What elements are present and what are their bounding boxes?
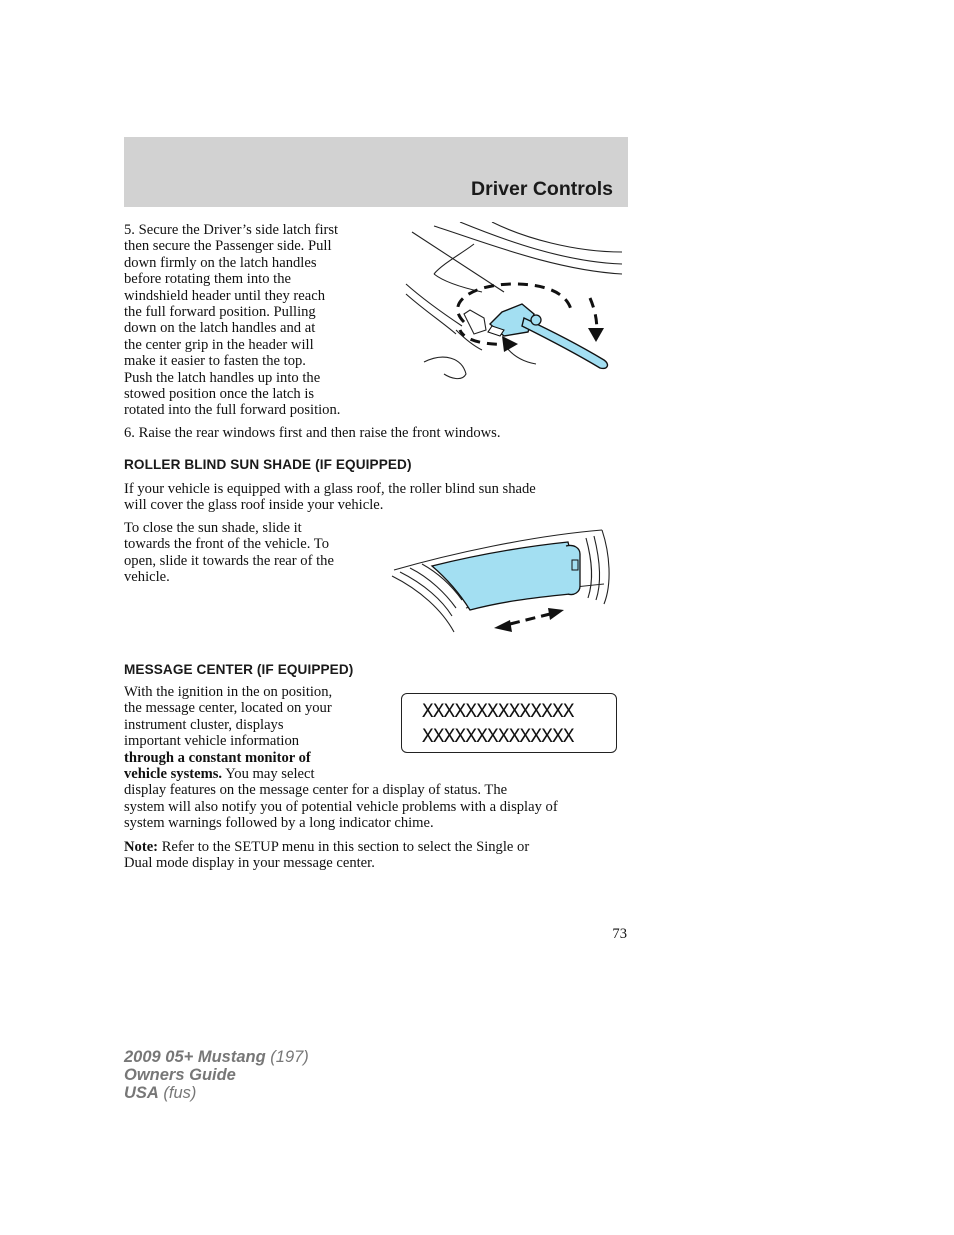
display-line-2: XXXXXXXXXXXXXX <box>422 725 574 747</box>
message-center-display <box>401 693 617 753</box>
latch-illustration <box>404 222 624 384</box>
section-title: Driver Controls <box>471 178 613 200</box>
sun-shade-para1: If your vehicle is equipped with a glass roof, the roller blind sun shade will cover the glass roof inside your vehicle. <box>124 481 536 514</box>
section-header-band <box>124 137 628 207</box>
note-text: Note: Refer to the SETUP menu in this section to select the Single or Dual mode display in your message center. <box>124 839 530 872</box>
step6-text: 6. Raise the rear windows first and then raise the front windows. <box>124 425 501 441</box>
page-number: 73 <box>612 926 627 942</box>
display-line-1: XXXXXXXXXXXXXX <box>422 700 574 722</box>
message-center-heading: MESSAGE CENTER (IF EQUIPPED) <box>124 662 354 677</box>
document-footer: 2009 05+ Mustang (197) Owners Guide USA (fus) <box>124 1048 309 1103</box>
sun-shade-heading: ROLLER BLIND SUN SHADE (IF EQUIPPED) <box>124 457 412 472</box>
sun-shade-para2: To close the sun shade, slide it towards the front of the vehicle. To open, slide it towards the rear of the vehicle. <box>124 520 334 586</box>
message-center-para: With the ignition in the on position, the message center, located on your instrument cluster, displays important vehicle information through a constant monitor of vehicle systems. You may select display features on the message center for a display of status. The system will also notify you of potential vehicle problems with a display of system warnings followed by a long indicator chime. <box>124 684 558 832</box>
sun-shade-illustration <box>390 524 616 636</box>
step5-text: 5. Secure the Driver’s side latch first then secure the Passenger side. Pull down firmly on the latch handles before rotating them into the windshield header until they reach the full forward position. Pulling down on the latch handles and at the center grip in the header will make it easier to fasten the top. Push the latch handles up into the stowed position once the latch is rotated into the full forward position. <box>124 222 341 419</box>
